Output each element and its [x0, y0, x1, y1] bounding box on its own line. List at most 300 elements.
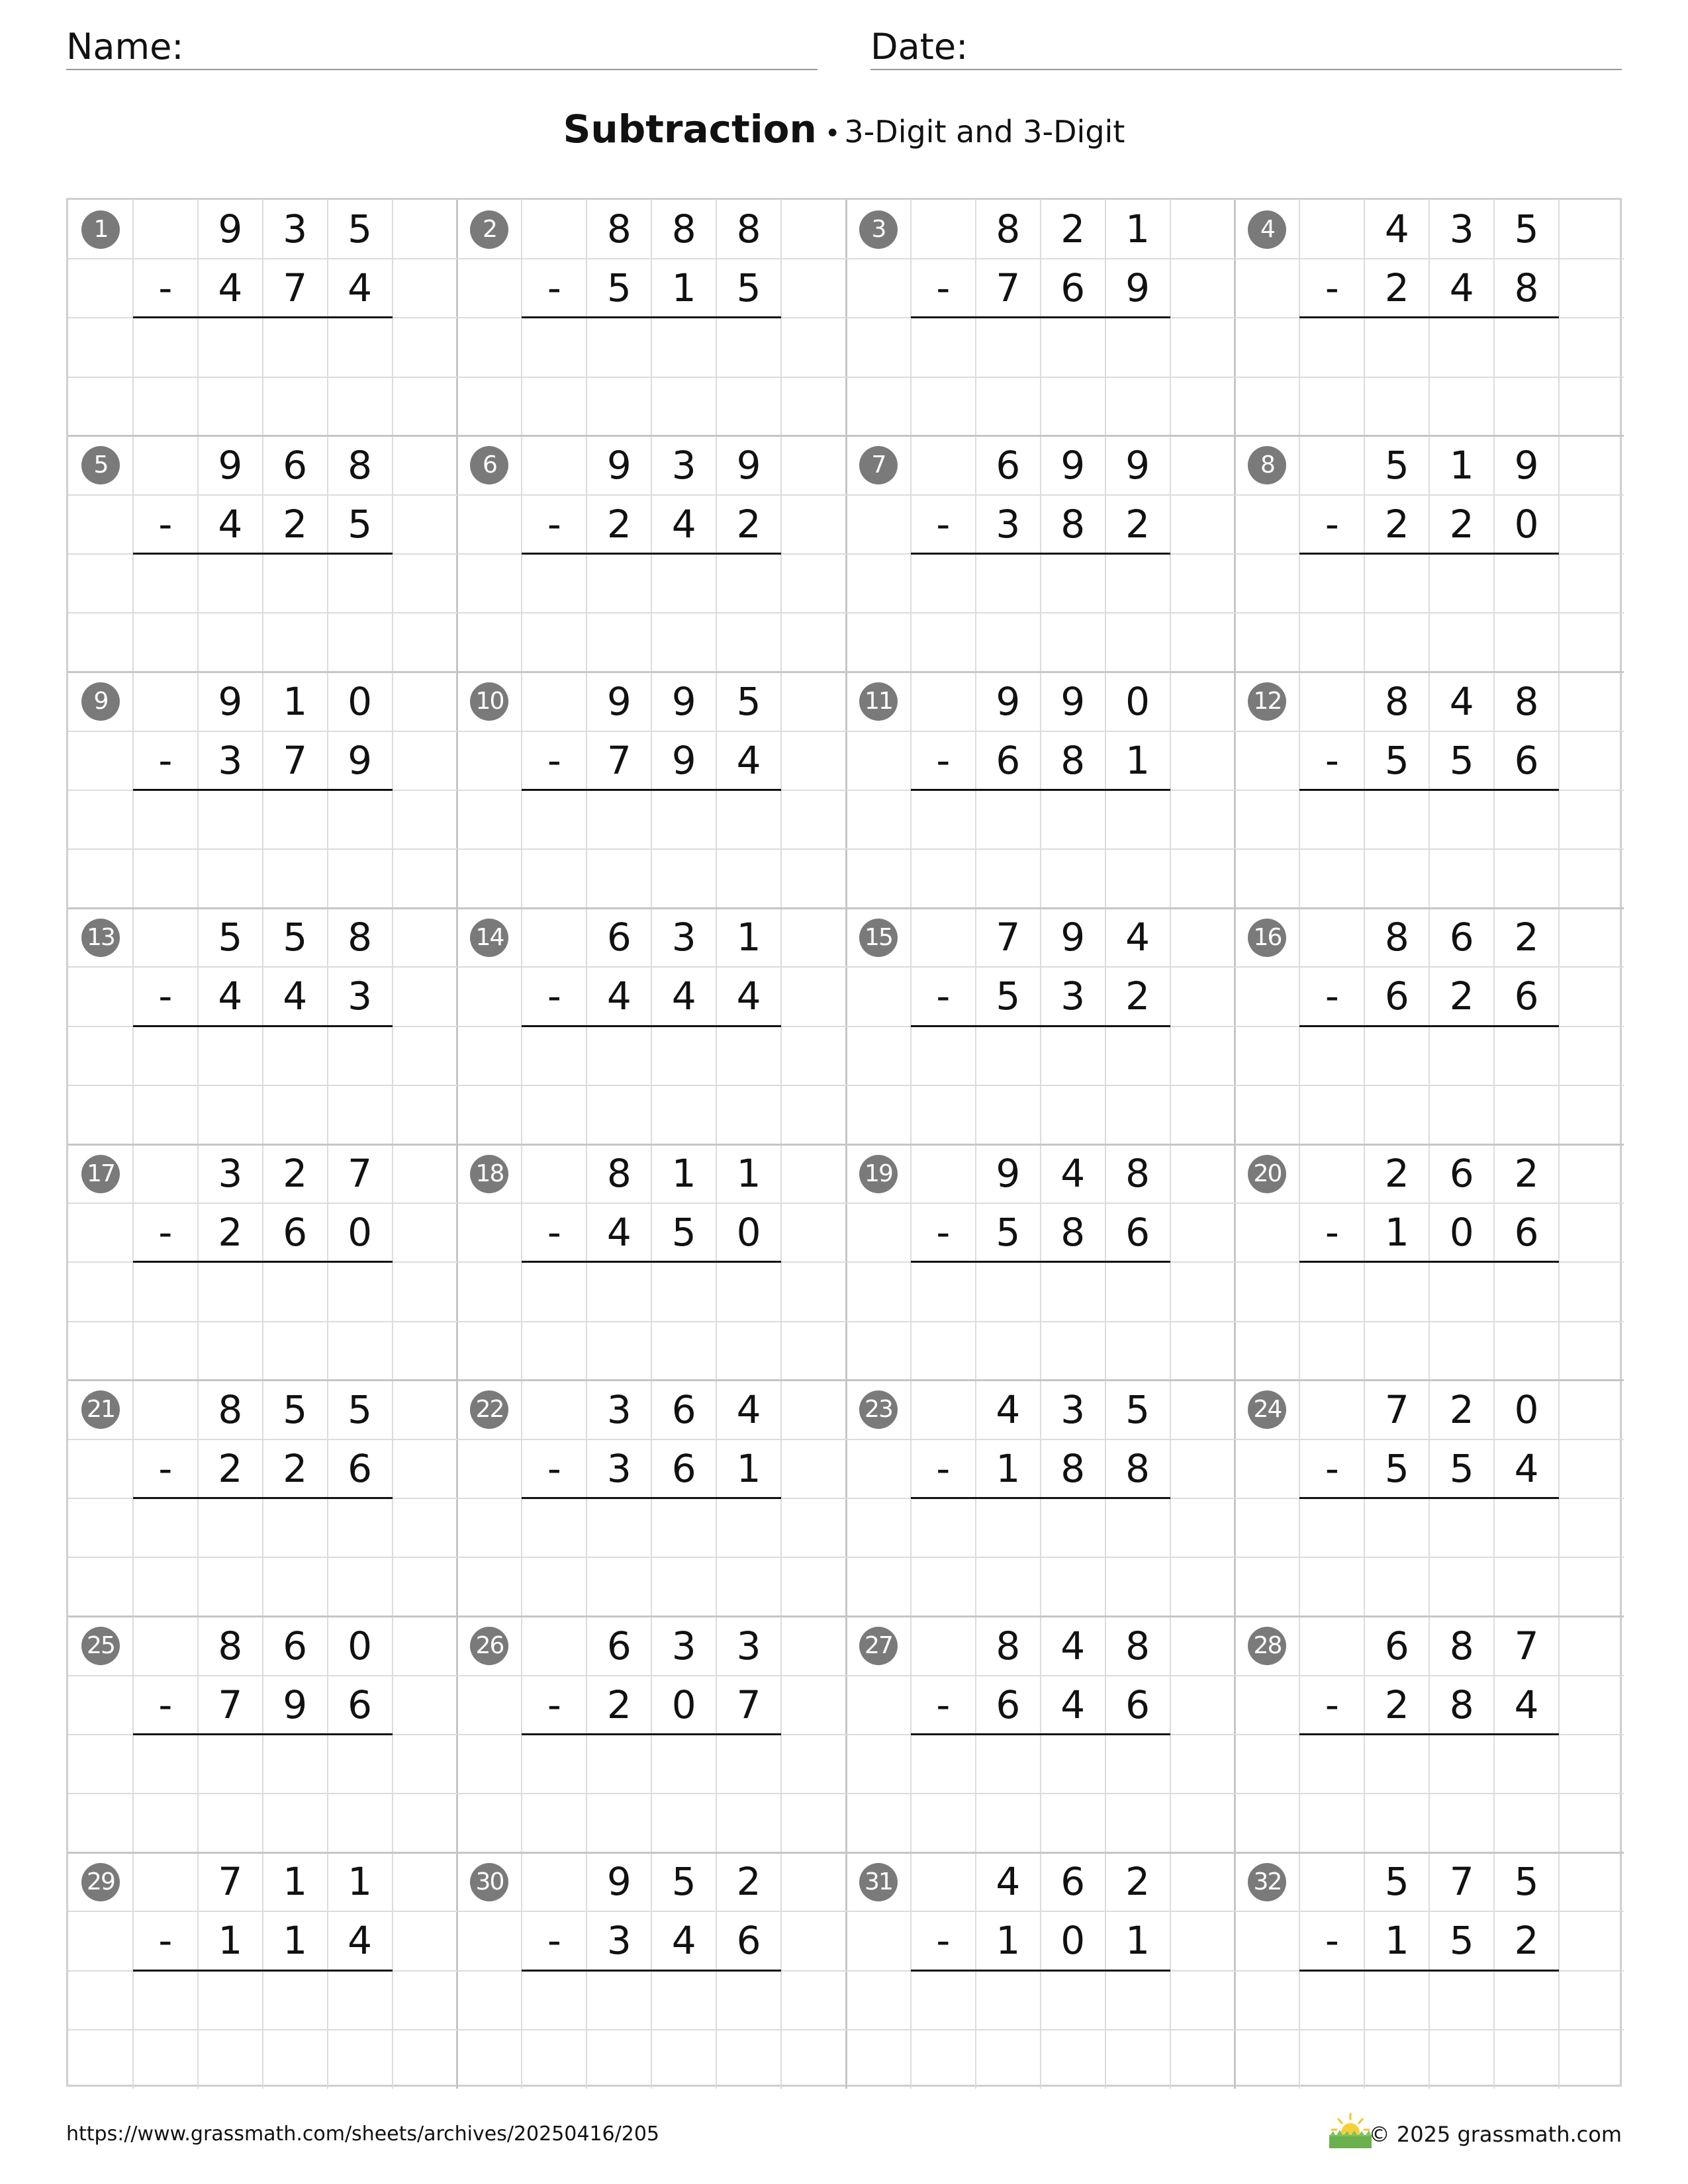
- answer-cell[interactable]: [586, 1735, 651, 1794]
- answer-cell[interactable]: [1041, 1498, 1105, 1557]
- answer-cell[interactable]: [976, 1026, 1041, 1085]
- answer-cell[interactable]: [133, 790, 198, 849]
- minuend-digit: 9: [1514, 442, 1539, 488]
- minuend-digit: 3: [606, 1387, 632, 1432]
- answer-cell[interactable]: [263, 790, 328, 849]
- subtrahend-digit: 2: [606, 501, 632, 547]
- subtrahend-digit: 2: [1384, 265, 1409, 311]
- minus-sign: -: [547, 265, 561, 311]
- answer-cell[interactable]: [651, 1498, 716, 1557]
- subtrahend-digit: 1: [218, 1918, 243, 1964]
- grass-sun-logo-icon: [1327, 2111, 1374, 2151]
- subtrahend-digit: 1: [671, 265, 696, 311]
- subtrahend-digit: 6: [1125, 1682, 1150, 1727]
- answer-cell[interactable]: [522, 790, 586, 849]
- answer-cell[interactable]: [522, 554, 586, 613]
- minuend-digit: 8: [1384, 915, 1409, 960]
- subtrahend-digit: 2: [1449, 974, 1474, 1019]
- answer-cell[interactable]: [328, 790, 393, 849]
- minuend-digit: 0: [348, 1623, 373, 1668]
- minus-sign: -: [1325, 1445, 1339, 1491]
- answer-cell[interactable]: [1105, 1262, 1170, 1321]
- answer-cell[interactable]: [263, 1498, 328, 1557]
- minuend-digit: 9: [606, 1859, 632, 1905]
- answer-cell[interactable]: [1041, 790, 1105, 849]
- answer-cell[interactable]: [586, 1971, 651, 2030]
- answer-cell[interactable]: [1041, 1262, 1105, 1321]
- answer-cell[interactable]: [586, 790, 651, 849]
- problem-number-badge: 25: [81, 1627, 120, 1665]
- answer-cell[interactable]: [198, 1735, 263, 1794]
- answer-cell[interactable]: [1364, 1971, 1429, 2030]
- answer-cell[interactable]: [522, 1262, 586, 1321]
- subtrahend-digit: 6: [348, 1445, 373, 1491]
- answer-cell[interactable]: [976, 1262, 1041, 1321]
- answer-cell[interactable]: [1041, 554, 1105, 613]
- answer-cell[interactable]: [716, 1971, 781, 2030]
- minus-sign: -: [1325, 974, 1339, 1019]
- minuend-digit: 2: [1514, 915, 1539, 960]
- answer-cell[interactable]: [1494, 318, 1559, 377]
- answer-cell[interactable]: [1105, 1498, 1170, 1557]
- answer-cell[interactable]: [911, 1498, 976, 1557]
- answer-cell[interactable]: [1299, 1735, 1364, 1794]
- answer-cell[interactable]: [1494, 1498, 1559, 1557]
- date-label: Date:: [870, 26, 968, 68]
- answer-cell[interactable]: [133, 1498, 198, 1557]
- minuend-digit: 8: [606, 206, 632, 251]
- minuend-digit: 4: [1060, 1623, 1086, 1668]
- problem-number-badge: 11: [859, 682, 898, 721]
- footer-url[interactable]: https://www.grassmath.com/sheets/archives/20250416/205: [66, 2122, 660, 2146]
- problem-number-badge: 31: [859, 1863, 898, 1901]
- answer-cell[interactable]: [1429, 1262, 1494, 1321]
- answer-cell[interactable]: [1299, 318, 1364, 377]
- answer-cell[interactable]: [133, 1971, 198, 2030]
- minuend-digit: 2: [1060, 206, 1086, 251]
- minuend-digit: 5: [283, 1387, 308, 1432]
- minus-sign: -: [936, 265, 951, 311]
- problem-number-badge: 8: [1248, 446, 1286, 484]
- minuend-digit: 9: [218, 206, 243, 251]
- minuend-digit: 8: [606, 1151, 632, 1196]
- answer-cell[interactable]: [1429, 1735, 1494, 1794]
- subtrahend-digit: 8: [1060, 501, 1086, 547]
- minus-sign: -: [158, 737, 173, 783]
- answer-cell[interactable]: [1429, 1971, 1494, 2030]
- minuend-digit: 8: [218, 1623, 243, 1668]
- minuend-digit: 9: [996, 1151, 1021, 1196]
- problem-number-badge: 30: [470, 1863, 508, 1901]
- minuend-digit: 6: [1449, 915, 1474, 960]
- subtrahend-digit: 1: [1384, 1918, 1409, 1964]
- problem-number-badge: 16: [1248, 919, 1286, 957]
- minuend-digit: 5: [1514, 1859, 1539, 1905]
- footer-copyright: © 2025 grassmath.com: [1368, 2122, 1622, 2147]
- subtrahend-digit: 5: [996, 974, 1021, 1019]
- subtrahend-digit: 5: [1384, 1445, 1409, 1491]
- answer-cell[interactable]: [1494, 790, 1559, 849]
- answer-cell[interactable]: [716, 790, 781, 849]
- answer-cell[interactable]: [1429, 318, 1494, 377]
- answer-cell[interactable]: [328, 1026, 393, 1085]
- subtrahend-digit: 4: [671, 1918, 696, 1964]
- minus-sign: -: [1325, 737, 1339, 783]
- answer-cell[interactable]: [976, 1498, 1041, 1557]
- problem-number-badge: 2: [470, 210, 508, 249]
- subtrahend-digit: 4: [218, 265, 243, 311]
- answer-cell[interactable]: [1105, 318, 1170, 377]
- minuend-digit: 5: [1384, 442, 1409, 488]
- minus-sign: -: [158, 265, 173, 311]
- subtrahend-digit: 0: [348, 1210, 373, 1255]
- answer-cell[interactable]: [1299, 1262, 1364, 1321]
- minus-sign: -: [1325, 1918, 1339, 1964]
- answer-cell[interactable]: [522, 1735, 586, 1794]
- subtrahend-digit: 6: [736, 1918, 761, 1964]
- minuend-digit: 1: [671, 1151, 696, 1196]
- minuend-digit: 8: [1449, 1623, 1474, 1668]
- title-main: Subtraction: [563, 107, 817, 152]
- answer-cell[interactable]: [651, 1971, 716, 2030]
- problem-number-badge: 10: [470, 682, 508, 721]
- answer-cell[interactable]: [198, 1262, 263, 1321]
- subtrahend-digit: 2: [1125, 974, 1150, 1019]
- answer-cell[interactable]: [1494, 554, 1559, 613]
- answer-cell[interactable]: [522, 1026, 586, 1085]
- minus-sign: -: [936, 1445, 951, 1491]
- minuend-digit: 3: [671, 442, 696, 488]
- minuend-digit: 1: [283, 678, 308, 724]
- minuend-digit: 1: [736, 1151, 761, 1196]
- minus-sign: -: [158, 1918, 173, 1964]
- subtrahend-digit: 4: [606, 974, 632, 1019]
- problem-number-badge: 17: [81, 1155, 120, 1193]
- minuend-digit: 0: [1125, 678, 1150, 724]
- answer-cell[interactable]: [1299, 1026, 1364, 1085]
- minuend-digit: 9: [1060, 678, 1086, 724]
- answer-cell[interactable]: [911, 1735, 976, 1794]
- subtrahend-digit: 6: [996, 1682, 1021, 1727]
- answer-cell[interactable]: [586, 1498, 651, 1557]
- answer-cell[interactable]: [976, 318, 1041, 377]
- minus-sign: -: [158, 501, 173, 547]
- problem-number-badge: 20: [1248, 1155, 1286, 1193]
- minuend-digit: 8: [1384, 678, 1409, 724]
- answer-cell[interactable]: [328, 1971, 393, 2030]
- minuend-digit: 9: [671, 678, 696, 724]
- subtrahend-digit: 4: [218, 974, 243, 1019]
- minuend-digit: 9: [1060, 442, 1086, 488]
- problem-number-badge: 28: [1248, 1627, 1286, 1665]
- answer-cell[interactable]: [1041, 1971, 1105, 2030]
- minuend-digit: 8: [348, 442, 373, 488]
- answer-cell[interactable]: [716, 554, 781, 613]
- answer-cell[interactable]: [651, 1735, 716, 1794]
- answer-cell[interactable]: [522, 318, 586, 377]
- answer-cell[interactable]: [651, 1026, 716, 1085]
- answer-cell[interactable]: [1494, 1262, 1559, 1321]
- minuend-digit: 7: [218, 1859, 243, 1905]
- subtrahend-digit: 2: [606, 1682, 632, 1727]
- answer-cell[interactable]: [263, 1735, 328, 1794]
- answer-cell[interactable]: [1299, 790, 1364, 849]
- answer-cell[interactable]: [263, 1971, 328, 2030]
- answer-cell[interactable]: [651, 790, 716, 849]
- problem-number-badge: 27: [859, 1627, 898, 1665]
- subtrahend-digit: 2: [736, 501, 761, 547]
- name-field[interactable]: [66, 20, 818, 70]
- minuend-digit: 9: [606, 678, 632, 724]
- answer-cell[interactable]: [198, 318, 263, 377]
- answer-cell[interactable]: [911, 1971, 976, 2030]
- subtrahend-digit: 5: [996, 1210, 1021, 1255]
- minus-sign: -: [1325, 1210, 1339, 1255]
- answer-cell[interactable]: [198, 554, 263, 613]
- minuend-digit: 3: [736, 1623, 761, 1668]
- problem-number-badge: 19: [859, 1155, 898, 1193]
- subtrahend-digit: 4: [348, 1918, 373, 1964]
- subtrahend-digit: 9: [283, 1682, 308, 1727]
- answer-cell[interactable]: [263, 1026, 328, 1085]
- answer-cell[interactable]: [1429, 1026, 1494, 1085]
- answer-cell[interactable]: [1105, 554, 1170, 613]
- minuend-digit: 0: [1514, 1387, 1539, 1432]
- minuend-digit: 5: [348, 1387, 373, 1432]
- answer-cell[interactable]: [133, 318, 198, 377]
- minuend-digit: 3: [671, 1623, 696, 1668]
- answer-cell[interactable]: [976, 1735, 1041, 1794]
- subtrahend-digit: 6: [1125, 1210, 1150, 1255]
- minus-sign: -: [936, 1918, 951, 1964]
- minus-sign: -: [936, 1210, 951, 1255]
- subtrahend-digit: 6: [1514, 737, 1539, 783]
- worksheet-title: [0, 106, 1688, 162]
- answer-cell[interactable]: [198, 1498, 263, 1557]
- minuend-digit: 4: [996, 1859, 1021, 1905]
- answer-cell[interactable]: [1429, 790, 1494, 849]
- subtrahend-digit: 4: [606, 1210, 632, 1255]
- answer-cell[interactable]: [1494, 1026, 1559, 1085]
- answer-cell[interactable]: [1364, 790, 1429, 849]
- answer-cell[interactable]: [522, 1971, 586, 2030]
- subtrahend-digit: 2: [283, 1445, 308, 1491]
- answer-cell[interactable]: [328, 1498, 393, 1557]
- minuend-digit: 4: [1060, 1151, 1086, 1196]
- problem-number-badge: 15: [859, 919, 898, 957]
- answer-cell[interactable]: [1364, 1262, 1429, 1321]
- answer-cell[interactable]: [133, 1735, 198, 1794]
- subtrahend-digit: 4: [1060, 1682, 1086, 1727]
- subtrahend-digit: 6: [996, 737, 1021, 783]
- minus-sign: -: [158, 1445, 173, 1491]
- answer-cell[interactable]: [911, 790, 976, 849]
- subtrahend-digit: 9: [1125, 265, 1150, 311]
- answer-cell[interactable]: [198, 1026, 263, 1085]
- minuend-digit: 7: [348, 1151, 373, 1196]
- subtrahend-digit: 6: [671, 1445, 696, 1491]
- minus-sign: -: [1325, 501, 1339, 547]
- subtrahend-digit: 0: [1060, 1918, 1086, 1964]
- subtrahend-digit: 7: [283, 737, 308, 783]
- date-field[interactable]: [870, 20, 1622, 70]
- answer-cell[interactable]: [1364, 554, 1429, 613]
- minuend-digit: 2: [1384, 1151, 1409, 1196]
- answer-cell[interactable]: [1299, 1498, 1364, 1557]
- minuend-digit: 1: [1125, 206, 1150, 251]
- problem-number-badge: 13: [81, 919, 120, 957]
- subtrahend-digit: 2: [1384, 1682, 1409, 1727]
- answer-cell[interactable]: [716, 318, 781, 377]
- answer-cell[interactable]: [1299, 554, 1364, 613]
- answer-cell[interactable]: [1494, 1971, 1559, 2030]
- problem-number-badge: 7: [859, 446, 898, 484]
- minuend-digit: 8: [996, 1623, 1021, 1668]
- answer-cell[interactable]: [1364, 1026, 1429, 1085]
- minuend-digit: 6: [283, 1623, 308, 1668]
- minuend-digit: 8: [996, 206, 1021, 251]
- subtrahend-digit: 4: [671, 974, 696, 1019]
- minus-sign: -: [936, 974, 951, 1019]
- answer-cell[interactable]: [328, 1735, 393, 1794]
- minuend-digit: 5: [671, 1859, 696, 1905]
- subtrahend-digit: 8: [1060, 1210, 1086, 1255]
- minuend-digit: 6: [606, 1623, 632, 1668]
- subtrahend-digit: 4: [736, 737, 761, 783]
- minuend-digit: 2: [736, 1859, 761, 1905]
- subtrahend-digit: 5: [1449, 1918, 1474, 1964]
- minuend-digit: 0: [348, 678, 373, 724]
- minuend-digit: 4: [736, 1387, 761, 1432]
- problem-number-badge: 14: [470, 919, 508, 957]
- answer-cell[interactable]: [1105, 1735, 1170, 1794]
- answer-cell[interactable]: [976, 1971, 1041, 2030]
- problem-number-badge: 32: [1248, 1863, 1286, 1901]
- answer-cell[interactable]: [586, 554, 651, 613]
- minuend-digit: 3: [1060, 1387, 1086, 1432]
- answer-cell[interactable]: [716, 1026, 781, 1085]
- minuend-digit: 3: [671, 915, 696, 960]
- answer-cell[interactable]: [1105, 1026, 1170, 1085]
- minuend-digit: 4: [1449, 678, 1474, 724]
- subtrahend-digit: 1: [1125, 737, 1150, 783]
- minuend-digit: 2: [1514, 1151, 1539, 1196]
- answer-cell[interactable]: [1364, 318, 1429, 377]
- answer-cell[interactable]: [1041, 318, 1105, 377]
- minuend-digit: 4: [1125, 915, 1150, 960]
- subtrahend-digit: 2: [218, 1210, 243, 1255]
- subtrahend-digit: 4: [671, 501, 696, 547]
- minus-sign: -: [547, 1445, 561, 1491]
- subtrahend-digit: 6: [1514, 974, 1539, 1019]
- answer-cell[interactable]: [716, 1735, 781, 1794]
- problem-number-badge: 3: [859, 210, 898, 249]
- answer-cell[interactable]: [651, 554, 716, 613]
- problem-number-badge: 1: [81, 210, 120, 249]
- problem-number-badge: 29: [81, 1863, 120, 1901]
- answer-cell[interactable]: [263, 554, 328, 613]
- answer-cell[interactable]: [651, 1262, 716, 1321]
- answer-cell[interactable]: [328, 554, 393, 613]
- problem-number-badge: 24: [1248, 1390, 1286, 1429]
- answer-cell[interactable]: [133, 554, 198, 613]
- answer-cell[interactable]: [1041, 1026, 1105, 1085]
- answer-cell[interactable]: [1041, 1735, 1105, 1794]
- minuend-digit: 5: [1125, 1387, 1150, 1432]
- problem-number-badge: 6: [470, 446, 508, 484]
- minuend-digit: 2: [1125, 1859, 1150, 1905]
- minuend-digit: 6: [283, 442, 308, 488]
- answer-cell[interactable]: [911, 1262, 976, 1321]
- minus-sign: -: [547, 974, 561, 1019]
- problem-grid: [66, 198, 1622, 2087]
- name-label: Name:: [66, 26, 184, 68]
- answer-cell[interactable]: [198, 1971, 263, 2030]
- answer-cell[interactable]: [263, 1262, 328, 1321]
- answer-cell[interactable]: [911, 1026, 976, 1085]
- answer-cell[interactable]: [586, 1026, 651, 1085]
- answer-cell[interactable]: [1299, 1971, 1364, 2030]
- minuend-digit: 9: [736, 442, 761, 488]
- answer-cell[interactable]: [911, 554, 976, 613]
- subtrahend-digit: 5: [1449, 737, 1474, 783]
- answer-cell[interactable]: [1429, 554, 1494, 613]
- answer-cell[interactable]: [1364, 1498, 1429, 1557]
- problem-number-badge: 12: [1248, 682, 1286, 721]
- answer-cell[interactable]: [586, 1262, 651, 1321]
- answer-cell[interactable]: [976, 554, 1041, 613]
- subtrahend-digit: 1: [283, 1918, 308, 1964]
- answer-cell[interactable]: [586, 318, 651, 377]
- minuend-digit: 8: [1514, 678, 1539, 724]
- answer-cell[interactable]: [198, 790, 263, 849]
- answer-cell[interactable]: [133, 1262, 198, 1321]
- subtrahend-digit: 5: [671, 1210, 696, 1255]
- subtrahend-digit: 5: [606, 265, 632, 311]
- minuend-digit: 3: [218, 1151, 243, 1196]
- subtrahend-digit: 9: [671, 737, 696, 783]
- minuend-digit: 7: [1384, 1387, 1409, 1432]
- answer-cell[interactable]: [133, 1026, 198, 1085]
- answer-cell[interactable]: [1429, 1498, 1494, 1557]
- minus-sign: -: [547, 1210, 561, 1255]
- answer-cell[interactable]: [716, 1262, 781, 1321]
- answer-cell[interactable]: [651, 318, 716, 377]
- answer-cell[interactable]: [911, 318, 976, 377]
- answer-cell[interactable]: [1105, 1971, 1170, 2030]
- minuend-digit: 1: [1449, 442, 1474, 488]
- subtrahend-digit: 3: [218, 737, 243, 783]
- minus-sign: -: [936, 501, 951, 547]
- answer-cell[interactable]: [976, 790, 1041, 849]
- title-separator: •: [824, 118, 841, 149]
- subtrahend-digit: 5: [1384, 737, 1409, 783]
- minuend-digit: 8: [1125, 1623, 1150, 1668]
- subtrahend-digit: 1: [736, 1445, 761, 1491]
- answer-cell[interactable]: [1494, 1735, 1559, 1794]
- answer-cell[interactable]: [328, 318, 393, 377]
- subtrahend-digit: 5: [1449, 1445, 1474, 1491]
- answer-cell[interactable]: [1364, 1735, 1429, 1794]
- answer-cell[interactable]: [522, 1498, 586, 1557]
- subtrahend-digit: 4: [1449, 265, 1474, 311]
- answer-cell[interactable]: [716, 1498, 781, 1557]
- answer-cell[interactable]: [1105, 790, 1170, 849]
- answer-cell[interactable]: [263, 318, 328, 377]
- minuend-digit: 8: [671, 206, 696, 251]
- answer-cell[interactable]: [328, 1262, 393, 1321]
- subtrahend-digit: 0: [1449, 1210, 1474, 1255]
